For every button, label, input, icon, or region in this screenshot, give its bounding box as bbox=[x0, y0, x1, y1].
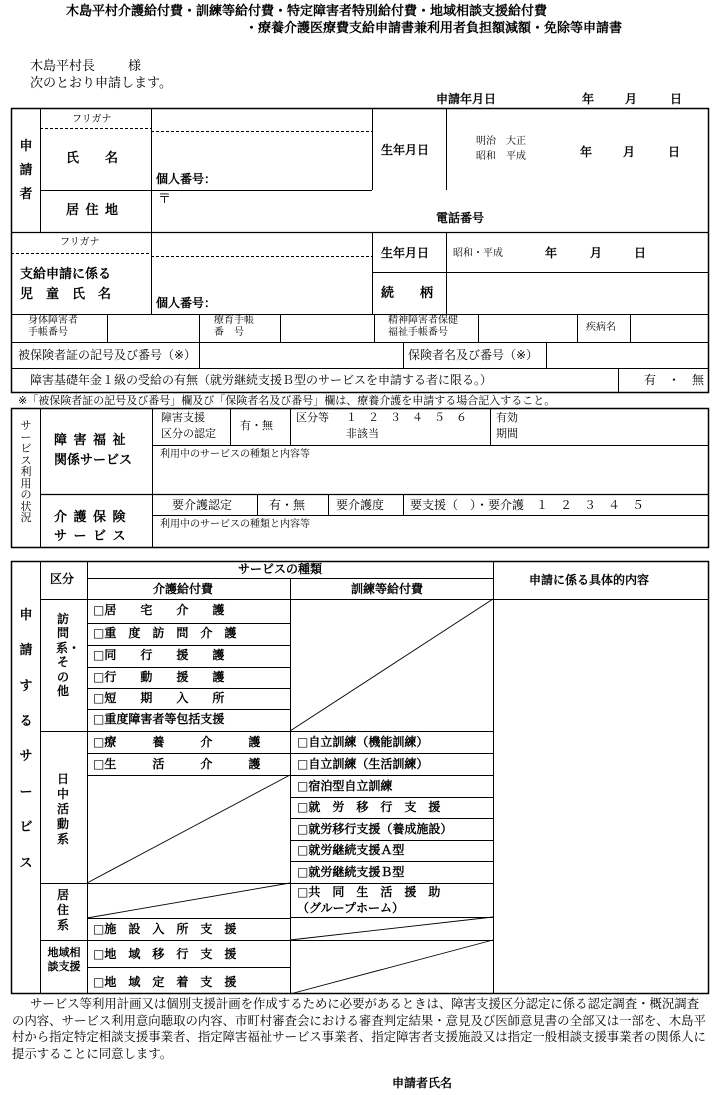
service-checkbox-comprehensive-support[interactable]: □重度障害者等包括支援 bbox=[93, 712, 225, 726]
service-types-header: サービスの種類 bbox=[238, 562, 323, 576]
service-checkbox-community-transition[interactable]: □地 域 移 行 支 援 bbox=[93, 947, 237, 961]
services-side-label: 申請するサービス bbox=[19, 608, 33, 871]
note-text: ※「被保険者証の記号及び番号」欄及び「保険者名及び番号」欄は、療養介護を申請する場合記入すること。 bbox=[18, 394, 556, 407]
form-title-line2: ・療養介護医療費支給申請書兼利用者負担額減額・免除等申請書 bbox=[245, 21, 623, 36]
welfare-label-1: 障害福祉 bbox=[54, 433, 133, 448]
service-checkbox-home-care[interactable]: □居 宅 介 護 bbox=[93, 603, 225, 617]
service-checkbox-life-training[interactable]: □自立訓練（生活訓練） bbox=[297, 757, 429, 771]
applicant-furigana-field[interactable] bbox=[153, 109, 371, 130]
care-level[interactable]: 要支援（ ）・要介護 １ ２ ３ ４ ５ bbox=[410, 498, 645, 512]
certify-yes-no[interactable]: 有・無 bbox=[240, 419, 273, 432]
applicant-furigana-label: フリガナ bbox=[72, 114, 112, 125]
relation-label: 続 柄 bbox=[381, 286, 440, 301]
child-personal-number-label: 個人番号： bbox=[156, 296, 217, 310]
application-date-year: 年 bbox=[582, 92, 595, 106]
not-applicable[interactable]: 非該当 bbox=[346, 427, 379, 440]
certify-label-1: 障害支援 bbox=[161, 411, 205, 424]
applicant-eras-bottom: 昭和 平成 bbox=[476, 151, 526, 162]
applicant-birth-month: 月 bbox=[623, 145, 636, 159]
application-date-day: 日 bbox=[670, 92, 683, 106]
applicant-personal-number-label: 個人番号： bbox=[156, 172, 217, 186]
postal-mark: 〒 bbox=[158, 192, 172, 207]
residence-category-label: 居住系 bbox=[56, 888, 69, 932]
child-name-label-1: 支給申請に係る bbox=[20, 267, 112, 282]
applicant-birth-label: 生年月日 bbox=[381, 143, 430, 157]
intro-text: 次のとおり申請します。 bbox=[30, 76, 172, 91]
care-current-services-label: 利用中のサービスの種類と内容等 bbox=[160, 519, 310, 530]
applicant-eras-top: 明治 大正 bbox=[476, 136, 526, 147]
applicant-address-label: 居住地 bbox=[66, 203, 125, 218]
pension-options[interactable]: 有 ・ 無 bbox=[644, 373, 705, 387]
service-checkbox-group-home[interactable]: □共 同 生 活 援 助 bbox=[297, 885, 441, 899]
care-cert-label: 要介護認定 bbox=[172, 498, 233, 512]
child-birth-label: 生年月日 bbox=[381, 246, 430, 260]
valid-period-label-2: 期間 bbox=[496, 427, 518, 440]
service-checkbox-medical-care[interactable]: □療 養 介 護 bbox=[93, 735, 261, 749]
rehab-handbook-label-2: 番 号 bbox=[214, 327, 244, 338]
care-benefits-header: 介護給付費 bbox=[153, 582, 214, 596]
service-checkbox-employment-transition-school[interactable]: □就労移行支援（養成施設） bbox=[297, 822, 453, 836]
valid-period-label-1: 有効 bbox=[496, 411, 518, 424]
details-field[interactable] bbox=[495, 601, 707, 993]
honorific: 様 bbox=[128, 59, 142, 74]
service-checkbox-functional-training[interactable]: □自立訓練（機能訓練） bbox=[297, 735, 429, 749]
relation-field[interactable] bbox=[448, 274, 707, 313]
care-level-label: 要介護度 bbox=[336, 498, 385, 512]
child-birth-year: 年 bbox=[545, 246, 558, 260]
phone-field[interactable] bbox=[500, 205, 707, 231]
child-furigana-label: フリガナ bbox=[60, 237, 100, 248]
form-title-line1: 木島平村介護給付費・訓練等給付費・特定障害者特別給付費・地域相談支援給付費 bbox=[66, 4, 548, 19]
applicant-address-field[interactable] bbox=[153, 192, 433, 231]
addressee: 木島平村長 bbox=[30, 59, 96, 74]
service-checkbox-employment-transition[interactable]: □就 労 移 行 支 援 bbox=[297, 800, 441, 814]
details-header: 申請に係る具体的内容 bbox=[529, 573, 650, 587]
child-eras: 昭和・平成 bbox=[453, 248, 503, 259]
category-header: 区分 bbox=[50, 572, 75, 586]
service-checkbox-accompany[interactable]: □同 行 援 護 bbox=[93, 648, 225, 662]
service-checkbox-behavior-support[interactable]: □行 動 援 護 bbox=[93, 670, 225, 684]
mental-handbook-label-1: 精神障害者保健 bbox=[388, 315, 458, 326]
service-checkbox-life-care[interactable]: □生 活 介 護 bbox=[93, 757, 261, 771]
service-checkbox-continuous-employment-a[interactable]: □就労継続支援Ａ型 bbox=[297, 843, 405, 857]
welfare-label-2: 関係サービス bbox=[54, 453, 133, 468]
applicant-name-label: 氏 名 bbox=[66, 151, 125, 166]
applicant-birth-day: 日 bbox=[668, 145, 681, 159]
mental-handbook-label-2: 福祉手帳番号 bbox=[388, 327, 448, 338]
application-date-month: 月 bbox=[625, 92, 638, 106]
service-checkbox-continuous-employment-b[interactable]: □就労継続支援Ｂ型 bbox=[297, 865, 405, 879]
certify-label-2: 区分の認定 bbox=[161, 427, 216, 440]
visit-category-label: 訪問系・その他 bbox=[56, 612, 81, 698]
disease-label: 疾病名 bbox=[586, 322, 616, 333]
applicant-birth-year: 年 bbox=[580, 145, 593, 159]
pension-label: 障害基礎年金１級の受給の有無（就労継続支援Ｂ型のサービスを申請する者に限る。） bbox=[30, 373, 493, 387]
training-benefits-header: 訓練等給付費 bbox=[351, 582, 424, 596]
service-checkbox-facility-admission[interactable]: □施 設 入 所 支 援 bbox=[93, 922, 237, 936]
child-name-label-2: 児 童 氏 名 bbox=[20, 287, 112, 302]
rehab-handbook-label-1: 療育手帳 bbox=[214, 315, 254, 326]
service-checkbox-short-stay[interactable]: □短 期 入 所 bbox=[93, 691, 225, 705]
insured-number-label: 被保険者証の記号及び番号（※） bbox=[18, 348, 197, 362]
signature-label: 申請者氏名 bbox=[392, 1076, 453, 1090]
grade-label: 区分等 bbox=[296, 411, 329, 424]
applicant-name-field[interactable] bbox=[153, 133, 371, 189]
day-category-label: 日中活動系 bbox=[56, 772, 69, 846]
phone-label: 電話番号 bbox=[436, 211, 485, 225]
physical-handbook-label-1: 身体障害者 bbox=[28, 315, 78, 326]
group-home-label: （グループホーム） bbox=[297, 901, 405, 915]
usage-side-label: サービス利用の状況 bbox=[20, 419, 32, 525]
service-checkbox-residential-training[interactable]: □宿泊型自立訓練 bbox=[297, 779, 393, 793]
care-cert-yes-no[interactable]: 有・無 bbox=[269, 498, 306, 512]
service-checkbox-severe-visit-care[interactable]: □重 度 訪 問 介 護 bbox=[93, 626, 237, 640]
welfare-current-services-label: 利用中のサービスの種類と内容等 bbox=[160, 449, 310, 460]
applicant-section-label: 申請者 bbox=[19, 139, 33, 203]
service-checkbox-community-settlement[interactable]: □地 域 定 着 支 援 bbox=[93, 975, 237, 989]
care-insurance-label-1: 介護保険 bbox=[54, 510, 133, 525]
care-insurance-label-2: サービス bbox=[54, 529, 133, 544]
child-birth-day: 日 bbox=[634, 246, 647, 260]
grades[interactable]: １ ２ ３ ４ ５ ６ bbox=[346, 411, 467, 424]
application-date-label: 申請年月日 bbox=[436, 92, 497, 106]
consent-text: サービス等利用計画又は個別支援計画を作成するために必要があるときは、障害支援区分認定に係る認定調査・概況調査の内容、サービス利用意向聴取の内容、市町村審査会における審査判定結果・意見及び医師意見書の全部又は一部を、木島平村から指定特定相談支援事業者、指定障害福祉サービス事業者、指定障害者支援施設又は指定一般相談支援事業者の関係人に提示することに同意します。 bbox=[12, 996, 706, 1061]
child-name-field[interactable] bbox=[153, 258, 371, 313]
community-category-label: 地域相談支援 bbox=[47, 946, 81, 973]
physical-handbook-label-2: 手帳番号 bbox=[28, 327, 68, 338]
child-birth-month: 月 bbox=[590, 246, 603, 260]
insurer-label: 保険者名及び番号（※） bbox=[408, 348, 539, 362]
